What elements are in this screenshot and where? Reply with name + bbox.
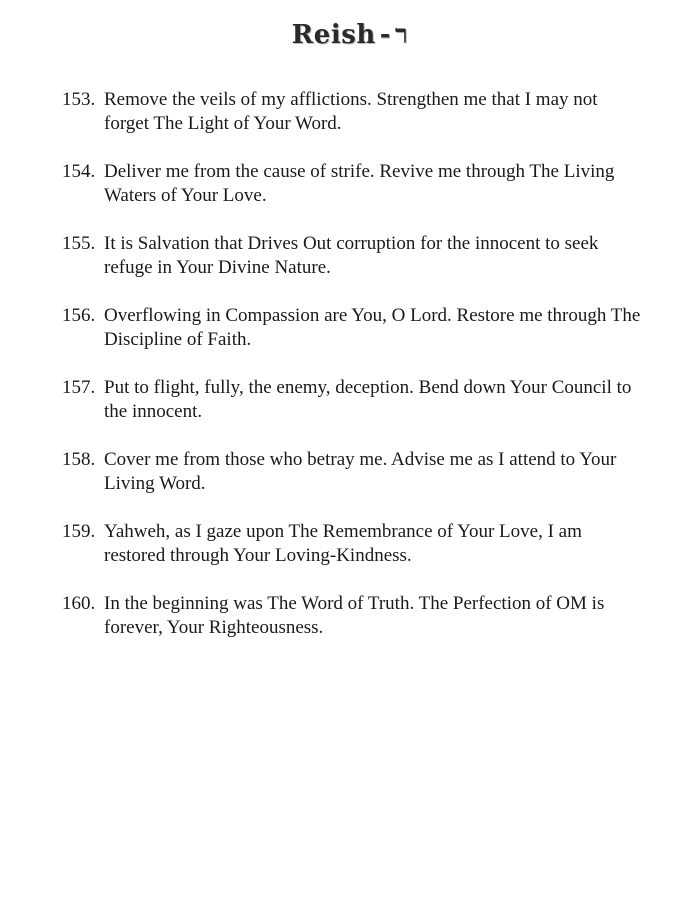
verse-number: 157. xyxy=(62,377,96,398)
verse-list xyxy=(62,88,642,664)
verse-154 xyxy=(62,160,642,208)
verse-text: It is Salvation that Drives Out corruption for the innocent to seek refuge in Your Divine Nature. xyxy=(104,233,599,278)
verse-159 xyxy=(62,520,642,568)
verse-160 xyxy=(62,592,642,640)
verse-153 xyxy=(62,88,642,136)
verse-number: 160. xyxy=(62,593,96,614)
verse-number: 159. xyxy=(62,521,96,542)
verse-156 xyxy=(62,304,642,352)
verse-text: In the beginning was The Word of Truth. The Perfection of OM is forever, Your Righteousness. xyxy=(104,593,605,638)
verse-text: Yahweh, as I gaze upon The Remembrance of Your Love, I am restored through Your Loving-Kindness. xyxy=(104,521,582,566)
verse-number: 154. xyxy=(62,161,96,182)
hebrew-letter: ר xyxy=(395,20,409,50)
verse-text: Deliver me from the cause of strife. Revive me through The Living Waters of Your Love. xyxy=(104,161,615,206)
verse-158 xyxy=(62,448,642,496)
verse-number: 158. xyxy=(62,449,96,470)
verse-text: Remove the veils of my afflictions. Strengthen me that I may not forget The Light of Your Word. xyxy=(104,89,598,134)
title-name: Reish xyxy=(291,20,376,50)
verse-text: Cover me from those who betray me. Advise me as I attend to Your Living Word. xyxy=(104,449,617,494)
verse-155 xyxy=(62,232,642,280)
page-title xyxy=(0,20,700,50)
verse-157 xyxy=(62,376,642,424)
title-separator: - xyxy=(379,20,392,50)
verse-text: Overflowing in Compassion are You, O Lord. Restore me through The Discipline of Faith. xyxy=(104,305,641,350)
verse-number: 155. xyxy=(62,233,96,254)
verse-number: 156. xyxy=(62,305,96,326)
verse-text: Put to flight, fully, the enemy, deception. Bend down Your Council to the innocent. xyxy=(104,377,632,422)
verse-number: 153. xyxy=(62,89,96,110)
